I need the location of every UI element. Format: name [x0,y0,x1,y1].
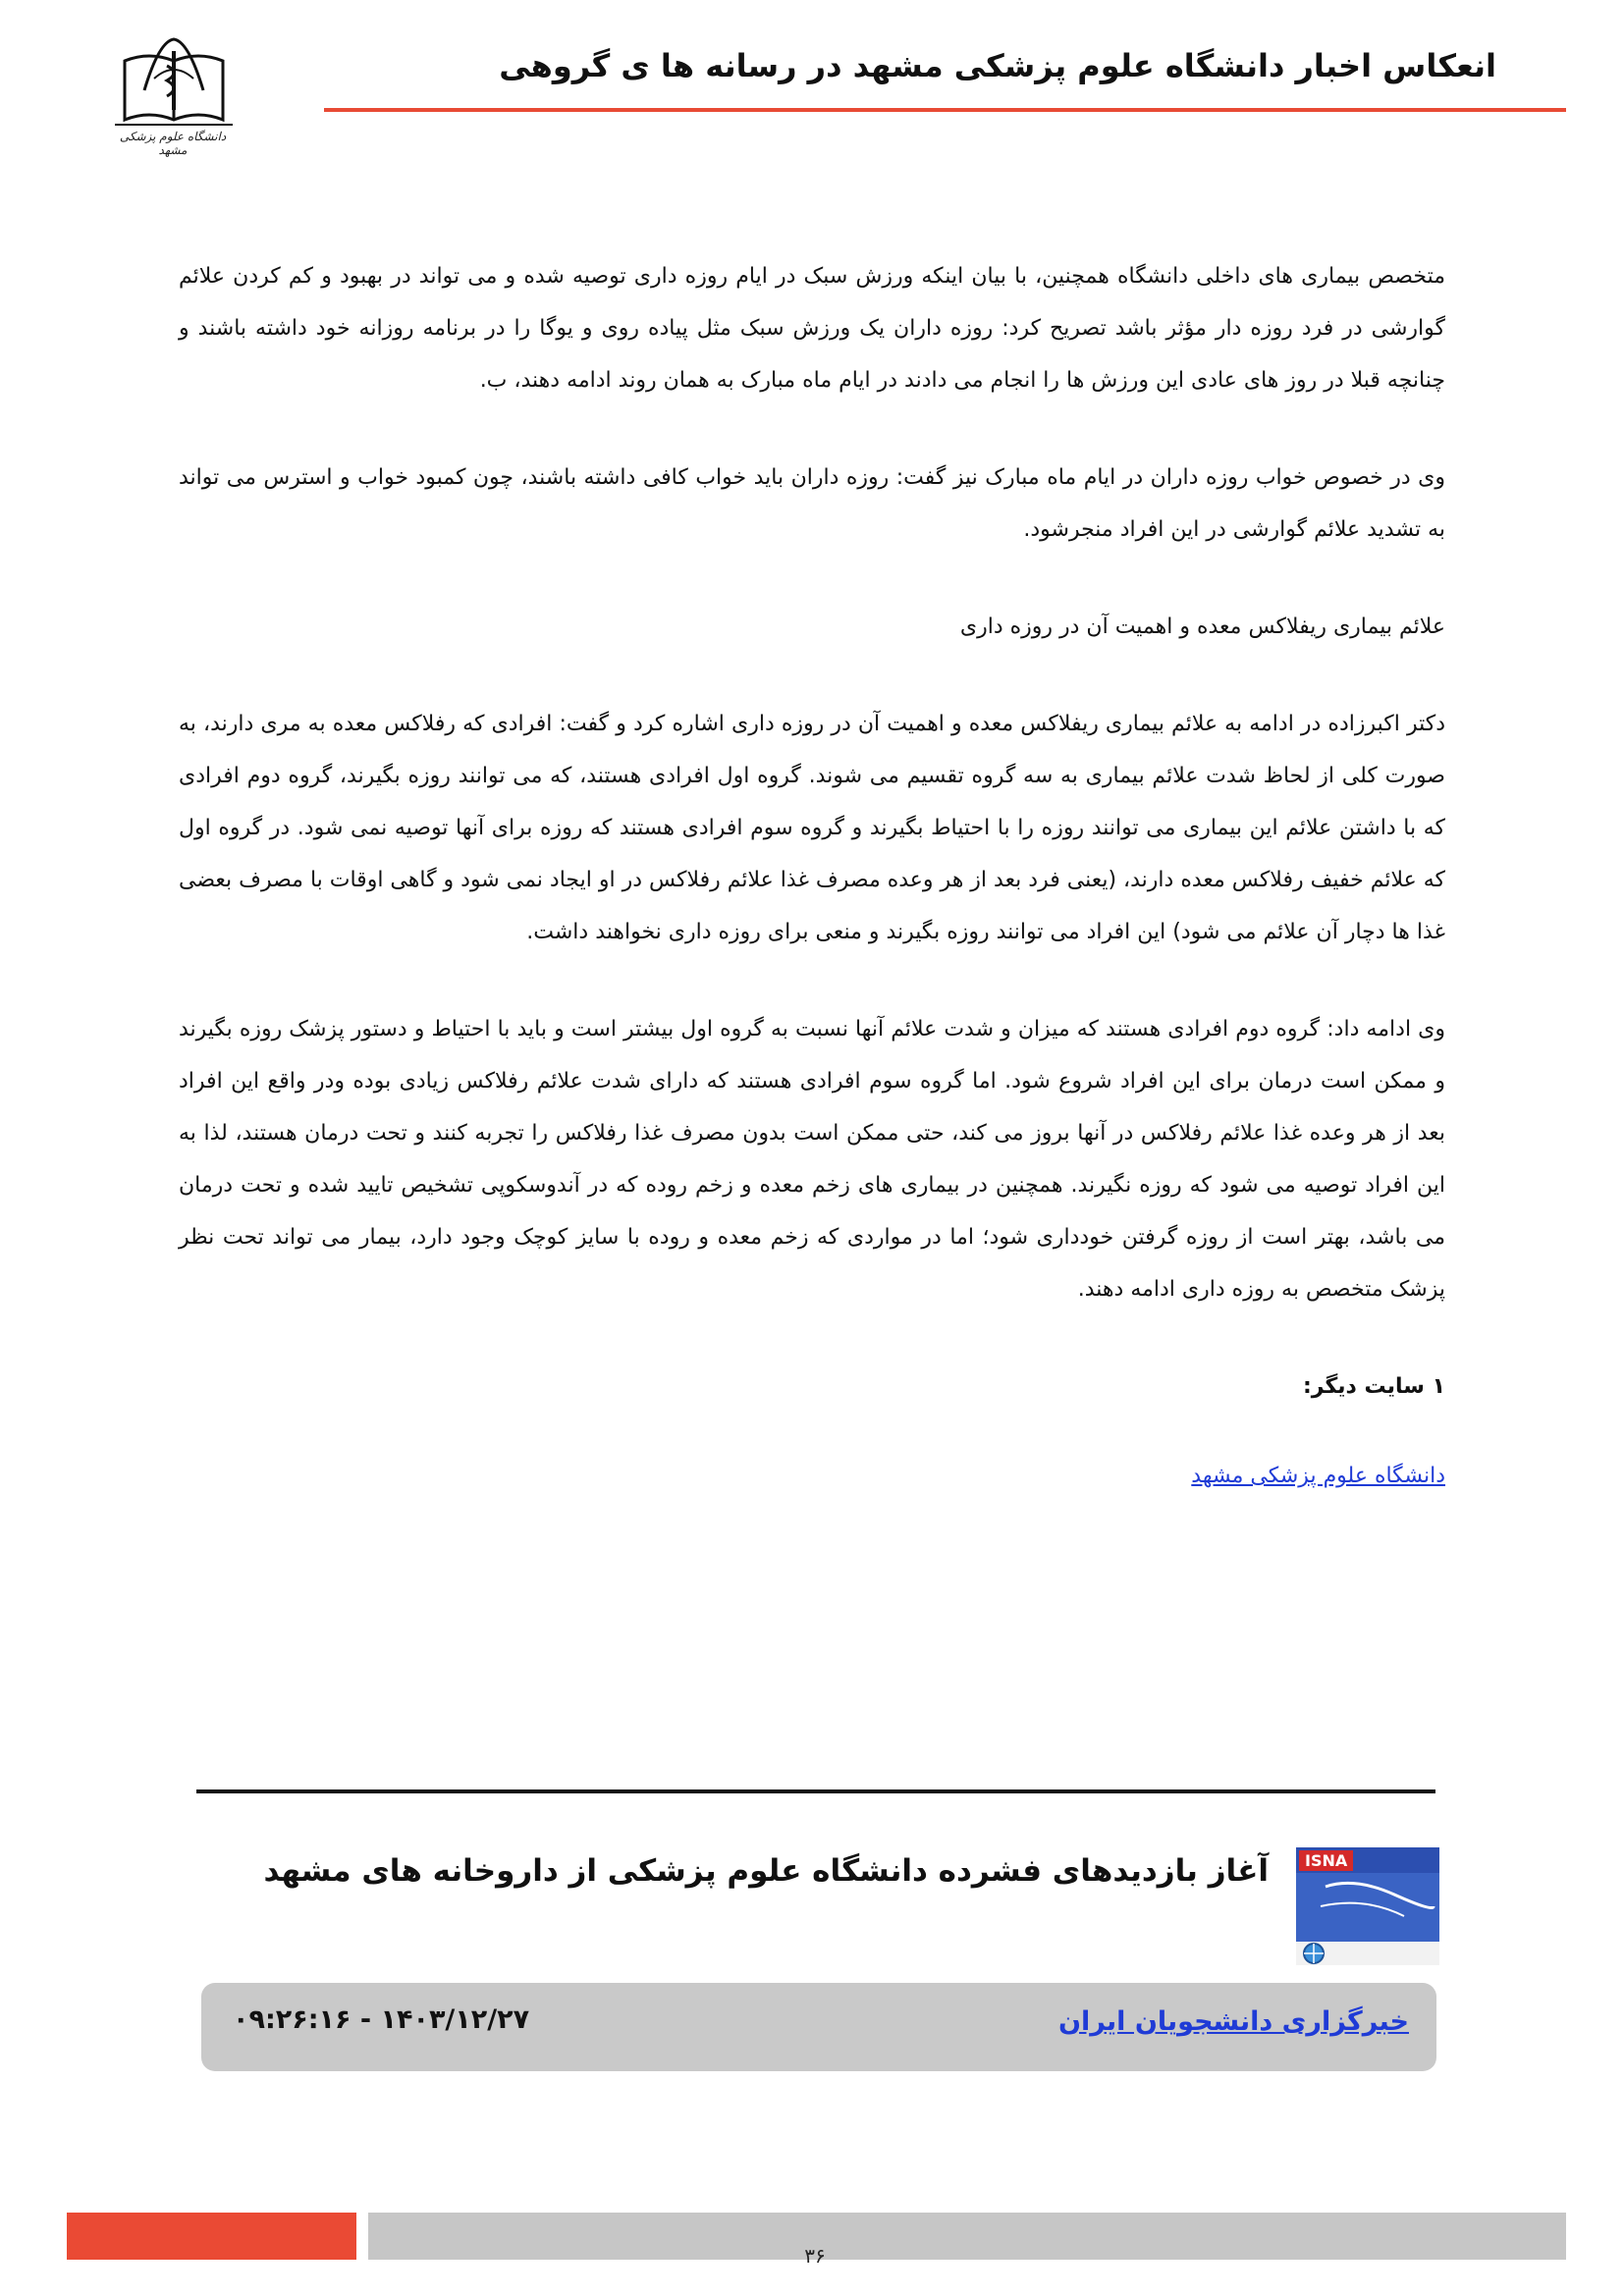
news-datetime: ۱۴۰۳/۱۲/۲۷ - ۰۹:۲۶:۱۶ [233,2004,530,2035]
logo-emblem-icon [110,31,238,130]
article-paragraph: متخصص بیماری های داخلی دانشگاه همچنین، با بیان اینکه ورزش سبک در ایام روزه داری توصیه شده و می تواند در بهبود و کم کردن علائم گوارشی در فرد روزه دار مؤثر باشد تصریح کرد: روزه داران یک ورزش سبک مثل پیاده روی و یوگا را در برنامه روزانه خود داشته باشند و چنانچه قبلا در روز های عادی این ورزش ها را انجام می دادند در ایام ماه مبارک به همان روند ادامه دهند، ب. [179,264,1445,393]
isna-badge: ISNA [1299,1850,1353,1871]
news-meta-bar [201,1983,1436,2071]
news-thumbnail [1296,1847,1439,1965]
page-number: ۳۶ [804,2244,826,2268]
article-paragraph: وی ادامه داد: گروه دوم افرادی هستند که میزان و شدت علائم آنها نسبت به گروه اول بیشتر است و باید با احتیاط و دستور پزشک روزه بگیرند و ممکن است درمان برای این افراد شروع شود. اما گروه سوم افرادی هستند که دارای شدت علائم رفلاکس زیادی بوده ودر واقع این افراد بعد از هر وعده غذا علائم رفلاکس در آنها بروز می کند، حتی ممکن است بدون مصرف غذا رفلاکس را تجربه کنند و تحت درمان هستند، لذا به این افراد توصیه می شود که روزه نگیرند. همچنین در بیماری های زخم معده و زخم روده که در آندوسکوپی تشخیص تایید شده و تحت درمان می باشد، بهتر است از روزه گرفتن خودداری شود؛ اما در مواردی که زخم معده و روده با سایز کوچک وجود دارد، بیمار می تواند تحت نظر پزشک متخصص به روزه داری ادامه دهند. [179,1017,1445,1302]
page-header-title: انعکاس اخبار دانشگاه علوم پزشکی مشهد در رسانه ها ی گروهی [499,47,1496,84]
article-paragraph: وی در خصوص خواب روزه داران در ایام ماه مبارک نیز گفت: روزه داران باید خواب کافی داشته باشند، چون کمبود خواب و استرس می تواند به تشدید علائم گوارشی در این افراد منجرشود. [179,465,1445,542]
article-body [179,250,1445,1502]
header-rule [324,108,1566,112]
article-subheading: علائم بیماری ریفلاکس معده و اهمیت آن در روزه داری [959,614,1445,639]
footer-gray-bar [368,2213,1566,2260]
other-site-link[interactable]: دانشگاه علوم پزشکی مشهد [1191,1464,1445,1488]
footer-red-bar [67,2213,356,2260]
other-sites-label: ۱ سایت دیگر: [1302,1374,1445,1399]
article-paragraph: دکتر اکبرزاده در ادامه به علائم بیماری ریفلاکس معده و اهمیت آن در روزه داری اشاره کرد و گفت: افرادی که رفلاکس معده به مری دارند، به صورت کلی از لحاظ شدت علائم بیماری به سه گروه تقسیم می شوند. گروه اول افرادی هستند، که می توانند روزه بگیرند، گروه دوم افرادی که با داشتن علائم این بیماری می توانند روزه را با احتیاط بگیرند و گروه سوم افرادی هستند که روزه برای آنها توصیه نمی شود. در گروه اول که علائم خفیف رفلاکس معده دارند، (یعنی فرد بعد از هر وعده مصرف غذا علائم رفلاکس در او ایجاد نمی شود و گاهی اوقات با مصرف بعضی غذا ها دچار آن علائم می شود) این افراد می توانند روزه بگیرند و منعی برای روزه داری نخواهند داشت. [179,712,1445,944]
news-title: آغاز بازدیدهای فشرده دانشگاه علوم پزشکی از داروخانه های مشهد [263,1853,1269,1889]
logo-caption: دانشگاه علوم پزشکی مشهد [119,130,227,157]
section-divider [196,1789,1435,1793]
news-source-link[interactable]: خبرگزاری دانشجویان ایران [1057,2006,1409,2037]
agency-logo-icon [1296,1847,1439,1965]
